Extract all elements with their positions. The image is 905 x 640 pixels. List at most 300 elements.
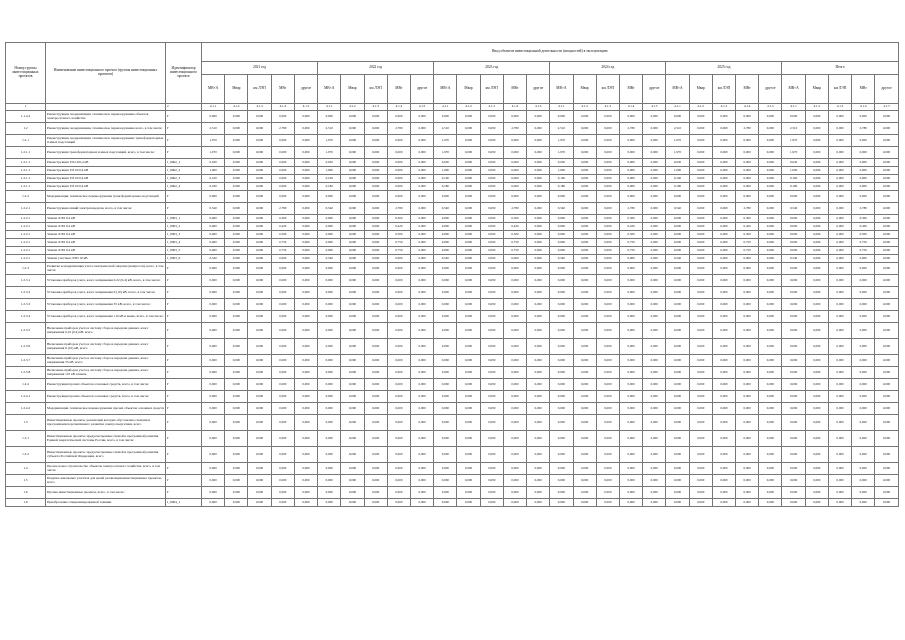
value-cell: 0,000 [805,447,828,463]
value-cell: 0,000 [503,323,526,339]
value-cell: 0,160 [434,175,457,183]
value-cell: 0,000 [225,223,248,231]
value-cell: 0,000 [503,463,526,475]
value-cell: 4.1.4 [736,104,759,111]
unit-header: МВ×А [550,75,573,104]
value-cell: 0,000 [828,447,851,463]
value-cell: 0,000 [318,415,341,431]
table-row [6,231,899,239]
value-cell: 0,000 [457,323,480,339]
value-cell: 0,000 [828,487,851,499]
value-cell: 0,000 [596,135,619,147]
value-cell: 0,000 [666,239,689,247]
value-cell: 0,000 [318,355,341,367]
value-cell: 0,000 [643,391,666,403]
value-cell: 0,000 [805,231,828,239]
value-cell: 0,000 [457,175,480,183]
row-code: Г [166,323,202,339]
value-cell: 0,000 [225,175,248,183]
value-cell: 0,000 [294,447,317,463]
row-number: 1.2.1.1 [6,175,46,183]
value-cell: 0,000 [573,255,596,263]
value-cell: 0,000 [666,311,689,323]
value-cell: 0,000 [875,167,898,175]
value-cell: 0,000 [364,263,387,275]
value-cell: 0,000 [294,275,317,287]
value-cell: 0,000 [318,215,341,223]
value-cell: 0,000 [364,463,387,475]
value-cell: 0,000 [619,183,642,191]
unit-header: МВ×А [434,75,457,104]
value-cell: 0,160 [202,175,225,183]
value-cell: 0,000 [410,431,433,447]
value-cell: 0,000 [643,355,666,367]
row-number: 1.2.2 [6,191,46,203]
value-cell: 0,000 [573,311,596,323]
value-cell: 0,000 [643,431,666,447]
value-cell: 0,000 [852,275,875,287]
value-cell: 0,000 [736,183,759,191]
value-cell: 0,000 [759,415,782,431]
value-cell: 0,000 [225,379,248,391]
value-cell: 0,000 [736,447,759,463]
value-cell: 0,000 [410,239,433,247]
value-cell: 0,000 [550,323,573,339]
value-cell: 0,000 [364,403,387,415]
value-cell: 0,000 [875,431,898,447]
value-cell: 0,000 [782,391,805,403]
value-cell: 0,540 [782,255,805,263]
value-cell: 0,000 [364,255,387,263]
row-name: Приобретение специализированной техники [46,499,166,507]
value-cell: 0,360 [736,215,759,223]
unit-header: другое [643,75,666,104]
value-cell: 0,000 [596,323,619,339]
row-number: 1.3.2 [6,447,46,463]
unit-header: другое [527,75,550,104]
value-cell: 0,000 [294,159,317,167]
value-cell: 0,000 [527,475,550,487]
value-cell: 0,000 [503,159,526,167]
value-cell: 0,000 [364,367,387,379]
value-cell: 0,000 [689,111,712,123]
value-cell: 0,500 [387,231,410,239]
row-name: Инвестиционные проекты, реализация которых обусловлена схемами и программами перспективного развития электроэнергетики, всего [46,415,166,431]
row-name [46,104,166,111]
value-cell: 0,000 [805,355,828,367]
row-name: Установка приборов учета, класс напряжения 35 кВ, всего, в том числе: [46,299,166,311]
value-cell: 0,000 [573,215,596,223]
value-cell: 0,000 [271,431,294,447]
value-cell: 0,000 [457,299,480,311]
value-cell: 0,000 [805,463,828,475]
value-cell: 0,000 [271,159,294,167]
value-cell: 0,000 [875,463,898,475]
value-cell: 0,000 [712,191,735,203]
value-cell: 0,000 [828,183,851,191]
value-cell: 0,000 [643,191,666,203]
investment-table [5,42,899,507]
row-name: Реконструкция, модернизация, техническое перевооружение объектов электросетевого хозяйства [46,111,166,123]
value-cell: 0,000 [225,215,248,223]
value-cell: 0,000 [759,247,782,255]
value-cell: 0,000 [759,499,782,507]
value-cell: 0,000 [573,123,596,135]
row-name: Модернизация, техническое перевооружение прочих объектов основных средств [46,403,166,415]
value-cell: 0,000 [712,123,735,135]
value-cell: 0,000 [480,463,503,475]
value-cell: 0,000 [387,167,410,175]
value-cell: 0,000 [271,339,294,355]
value-cell: 0,000 [619,391,642,403]
value-cell: 0,000 [712,111,735,123]
value-cell: 0,000 [828,499,851,507]
value-cell: 0,000 [782,311,805,323]
value-cell: 0,000 [736,355,759,367]
row-code: J_0063_4 [166,239,202,247]
value-cell: 0,000 [573,247,596,255]
value-cell: 0,000 [457,135,480,147]
value-cell: 0,000 [666,487,689,499]
value-cell: 0,000 [666,379,689,391]
value-cell: 0,000 [480,287,503,299]
value-cell: 0,000 [852,183,875,191]
value-cell: 0,000 [689,391,712,403]
value-cell: 0,000 [387,287,410,299]
value-cell: 0,750 [503,239,526,247]
value-cell: 0,000 [480,215,503,223]
value-cell: 0,000 [225,159,248,167]
value-cell: 0,540 [550,203,573,215]
value-cell: 0,000 [573,391,596,403]
value-cell: 0,000 [852,263,875,275]
value-cell: 1,000 [318,167,341,175]
value-cell: 0,000 [225,263,248,275]
row-number: 1.2.1 [6,135,46,147]
value-cell: 0,000 [294,263,317,275]
value-cell: 0,000 [434,367,457,379]
value-cell: 0,000 [503,355,526,367]
value-cell: 0,000 [596,403,619,415]
value-cell: 0,000 [527,447,550,463]
value-cell: 0,000 [503,167,526,175]
value-cell: 0,000 [225,323,248,339]
value-cell: 0,000 [271,299,294,311]
value-cell: 0,000 [225,447,248,463]
row-name: Включение приборов учета в систему сбора и передачи данных, класс напряжения 0,22 (0,4) кВ, всего [46,323,166,339]
value-cell: 0,000 [434,499,457,507]
value-cell: 0,000 [828,123,851,135]
row-number: 1.3 [6,415,46,431]
value-cell: 0,000 [387,275,410,287]
value-cell: 0,000 [852,167,875,175]
value-cell: 0,000 [225,167,248,175]
value-cell: 0,000 [503,499,526,507]
value-cell: 0,000 [271,367,294,379]
value-cell: 4.1.1 [550,104,573,111]
value-cell: 0,000 [643,287,666,299]
value-cell: 0,000 [341,147,364,159]
row-name: Инвестиционные проекты, предусмотренные схемой и программой развития субъекта Российской Федерации, всего [46,447,166,463]
table-row [6,263,899,275]
value-cell: 0,540 [782,203,805,215]
value-cell: 0,000 [875,355,898,367]
row-number: 1.2.2.1 [6,247,46,255]
value-cell: 0,000 [202,275,225,287]
value-cell: 0,000 [712,379,735,391]
value-cell: 0,000 [736,147,759,159]
value-cell: 0,000 [202,379,225,391]
value-cell: 0,000 [271,323,294,339]
value-cell: 4.1.3 [596,104,619,111]
value-cell: 0,000 [666,403,689,415]
value-cell: 0,000 [503,367,526,379]
value-cell: 0,000 [550,263,573,275]
value-cell: 0,000 [550,287,573,299]
value-cell: 0,000 [828,403,851,415]
value-cell: 0,000 [225,123,248,135]
value-cell: 0,000 [387,183,410,191]
value-cell: 0,000 [643,147,666,159]
value-cell: 0,000 [875,159,898,167]
value-cell: 0,000 [457,431,480,447]
value-cell: 0,000 [596,123,619,135]
row-number: 1.2.2.1 [6,255,46,263]
value-cell: 0,000 [318,263,341,275]
value-cell: 0,000 [341,123,364,135]
value-cell: 0,000 [202,415,225,431]
value-cell: 0,000 [248,203,271,215]
value-cell: 0,750 [852,247,875,255]
row-name: Включение приборов учета в систему сбора и передачи данных, класс напряжения 35 кВ, всего [46,355,166,367]
value-cell: 0,000 [341,339,364,355]
value-cell: 0,000 [248,487,271,499]
value-cell: 0,420 [503,223,526,231]
value-cell: 0,000 [294,255,317,263]
value-cell: 0,420 [387,223,410,231]
value-cell: 0,000 [828,203,851,215]
value-cell: 0,000 [225,247,248,255]
value-cell: 0,000 [318,379,341,391]
value-cell: 0,000 [712,223,735,231]
value-cell: 0,000 [410,311,433,323]
value-cell: 0,000 [805,147,828,159]
value-cell: 0,000 [480,379,503,391]
row-code: Г [166,415,202,431]
row-name: Реконструкция прочих объектов основных средств, всего, в том числе: [46,379,166,391]
value-cell: 0,000 [387,135,410,147]
value-cell: 0,000 [248,247,271,255]
value-cell: 0,000 [875,231,898,239]
value-cell: 0,000 [410,287,433,299]
value-cell: 0,000 [503,135,526,147]
value-cell: 0,000 [457,167,480,175]
value-cell: 0,000 [202,447,225,463]
value-cell: 1,970 [666,135,689,147]
value-cell: 0,000 [596,239,619,247]
value-cell: 0,000 [294,403,317,415]
value-cell: 0,000 [248,123,271,135]
value-cell: 0,000 [596,391,619,403]
value-cell: 0,000 [294,379,317,391]
value-cell: 0,180 [666,183,689,191]
row-code: Г [166,367,202,379]
value-cell: 0,000 [202,499,225,507]
value-cell: 0,000 [248,239,271,247]
value-cell: 0,000 [596,175,619,183]
value-cell: 0,000 [596,159,619,167]
value-cell: 0,000 [202,263,225,275]
value-cell: 0,000 [480,175,503,183]
row-code: J_0063_6 [166,255,202,263]
value-cell: 1,000 [782,167,805,175]
value-cell: 0,000 [689,175,712,183]
value-cell: 1,970 [318,147,341,159]
value-cell: 0,000 [550,275,573,287]
value-cell: 0,000 [689,403,712,415]
value-cell: 0,000 [294,203,317,215]
value-cell: 0,000 [434,339,457,355]
value-cell: 0,000 [689,487,712,499]
value-cell: 0,000 [457,391,480,403]
value-cell: 0,000 [573,183,596,191]
value-cell: 0,000 [689,311,712,323]
row-number: 1.3.1 [6,431,46,447]
row-code: Г [166,147,202,159]
value-cell: 0,000 [434,415,457,431]
value-cell: 0,000 [712,487,735,499]
value-cell: 0,000 [271,499,294,507]
value-cell: 0,000 [828,367,851,379]
value-cell: 2,780 [387,203,410,215]
value-cell: 0,000 [759,391,782,403]
value-cell: 0,000 [387,463,410,475]
value-cell: 0,000 [341,183,364,191]
value-cell: 0,000 [550,475,573,487]
value-cell: 0,000 [364,447,387,463]
row-code: Г [166,447,202,463]
value-cell: 0,000 [619,311,642,323]
value-cell: 0,750 [852,239,875,247]
value-cell: 0,000 [457,203,480,215]
value-cell: 0,000 [248,215,271,223]
value-cell: 0,000 [782,215,805,223]
table-row [6,299,899,311]
value-cell: 0,000 [759,475,782,487]
value-cell: 0,000 [689,299,712,311]
value-cell: 0,000 [318,275,341,287]
value-cell: 0,000 [341,203,364,215]
table-row [6,255,899,263]
row-number: 1.2.2.1 [6,215,46,223]
table-row [6,447,899,463]
value-cell: 0,000 [410,379,433,391]
value-cell: 0,000 [434,355,457,367]
value-cell: 0,000 [643,239,666,247]
table-row [6,183,899,191]
value-cell: 0,000 [573,275,596,287]
value-cell: 0,000 [782,323,805,339]
value-cell: 0,000 [852,299,875,311]
value-cell: 0,000 [271,487,294,499]
value-cell: 0,000 [341,159,364,167]
value-cell: 0,000 [805,275,828,287]
value-cell: 0,000 [527,135,550,147]
value-cell: 0,420 [736,223,759,231]
value-cell: 0,000 [875,339,898,355]
value-cell: 0,000 [318,499,341,507]
unit-header: МВ×А [318,75,341,104]
value-cell: 0,000 [318,367,341,379]
table-row [6,475,899,487]
value-cell: 0,000 [736,431,759,447]
value-cell: 0,000 [271,255,294,263]
value-cell: 0,000 [759,159,782,167]
value-cell: 0,000 [271,403,294,415]
value-cell: 0,000 [410,111,433,123]
value-cell: 0,000 [852,499,875,507]
value-cell: 0,000 [643,299,666,311]
value-cell: 0,000 [550,415,573,431]
value-cell: 0,000 [410,223,433,231]
value-cell: 0,500 [736,231,759,239]
value-cell: 0,000 [759,175,782,183]
value-cell: 0,000 [503,255,526,263]
value-cell: 0,000 [643,367,666,379]
value-cell: 0,500 [619,231,642,239]
value-cell: 0,000 [318,391,341,403]
value-cell: 0,000 [410,215,433,223]
value-cell: 0,000 [457,415,480,431]
value-cell: 0,000 [689,183,712,191]
value-cell: 0,000 [225,463,248,475]
value-cell: 0,000 [666,323,689,339]
row-name: Реконструкция ТП 10/0,4 кВ [46,167,166,175]
value-cell: 0,000 [225,311,248,323]
value-cell: 0,000 [782,431,805,447]
value-cell: 0,000 [619,135,642,147]
value-cell: 0,000 [248,323,271,339]
value-cell: 0,000 [643,475,666,487]
row-name: Включение приборов учета в систему сбора и передачи данных, класс напряжения 110 кВ и выше [46,367,166,379]
value-cell: 0,000 [457,191,480,203]
value-cell: 0,000 [503,183,526,191]
value-cell: 0,000 [759,447,782,463]
value-cell: 0,000 [852,391,875,403]
value-cell: 0,000 [225,415,248,431]
row-code: Г [166,339,202,355]
year-header: 2024 год [550,62,666,75]
value-cell: 0,000 [736,463,759,475]
value-cell: 0,000 [550,367,573,379]
value-cell: 0,000 [550,111,573,123]
table-row [6,175,899,183]
value-cell: 0,000 [341,299,364,311]
value-cell: 0,000 [294,463,317,475]
value-cell: 0,000 [271,135,294,147]
value-cell: 0,000 [434,287,457,299]
value-cell: 0,000 [341,447,364,463]
row-name: Реконструкция, модернизация, техническое перевооружение всего, в том числе: [46,123,166,135]
row-number: 1.2 [6,123,46,135]
value-cell: 0,000 [480,167,503,175]
value-cell: 0,000 [619,367,642,379]
value-cell: 0,000 [782,475,805,487]
value-cell: 0,000 [202,403,225,415]
value-cell: 0,000 [805,311,828,323]
value-cell: 0,000 [387,379,410,391]
value-cell: 4.1.2 [805,104,828,111]
